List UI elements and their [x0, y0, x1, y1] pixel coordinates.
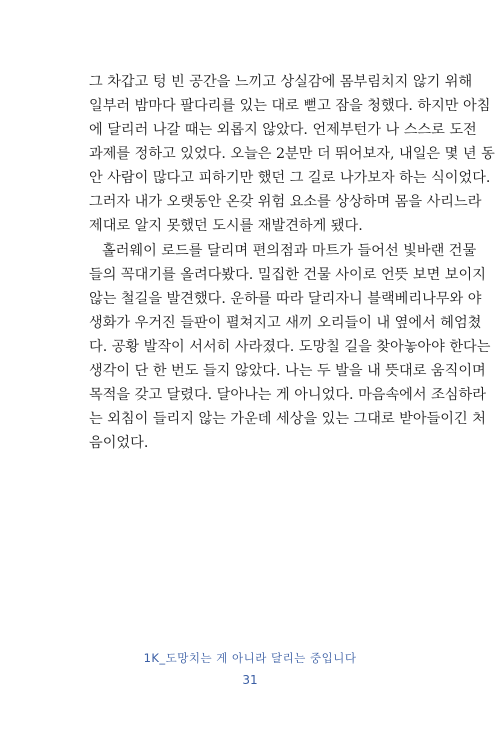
text-line: 음이었다.: [89, 435, 149, 451]
page-number: 31: [242, 673, 258, 687]
text-line: 과제를 정하고 있었다. 오늘은 2분만 더 뛰어보자, 내일은 몇 년 동: [89, 146, 495, 162]
text-line: 일부러 밤마다 팔다리를 있는 대로 뻗고 잠을 청했다. 하지만 아침: [89, 98, 491, 114]
text-line: 들의 꼭대기를 올려다봤다. 밀집한 건물 사이로 언뜻 보면 보이지: [89, 267, 486, 283]
text-line: 제대로 알지 못했던 도시를 재발견하게 됐다.: [89, 218, 363, 234]
running-title: 1K_도망치는 게 아니라 달리는 중입니다: [143, 651, 357, 665]
text-line: 그 차갑고 텅 빈 공간을 느끼고 상실감에 몸부림치지 않기 위해: [89, 74, 473, 90]
text-line: 그러자 내가 오랫동안 온갖 위험 요소를 상상하며 몸을 사리느라: [89, 194, 482, 210]
text-line: 홀러웨이 로드를 달리며 편의점과 마트가 들어선 빛바랜 건물: [102, 243, 477, 259]
text-line: 다. 공황 발작이 서서히 사라졌다. 도망칠 길을 찾아놓아야 한다는: [89, 339, 491, 355]
text-line: 생화가 우거진 들판이 펼쳐지고 새끼 오리들이 내 옆에서 헤엄쳤: [89, 315, 482, 331]
text-line: 목적을 갖고 달렸다. 달아나는 게 아니었다. 마음속에서 조심하라: [89, 387, 486, 403]
text-line: 는 외침이 들리지 않는 가운데 세상을 있는 그대로 받아들이긴 처: [89, 411, 486, 427]
text-line: 않는 철길을 발견했다. 운하를 따라 달리자니 블랙베리나무와 야: [89, 291, 482, 307]
text-line: 생각이 단 한 번도 들지 않았다. 나는 두 발을 내 뜻대로 움직이며: [89, 363, 486, 379]
text-line: 에 달리러 나갈 때는 외롭지 않았다. 언제부턴가 나 스스로 도전: [89, 122, 477, 138]
text-line: 안 사람이 많다고 피하기만 했던 그 길로 나가보자 하는 식이었다.: [89, 170, 491, 186]
